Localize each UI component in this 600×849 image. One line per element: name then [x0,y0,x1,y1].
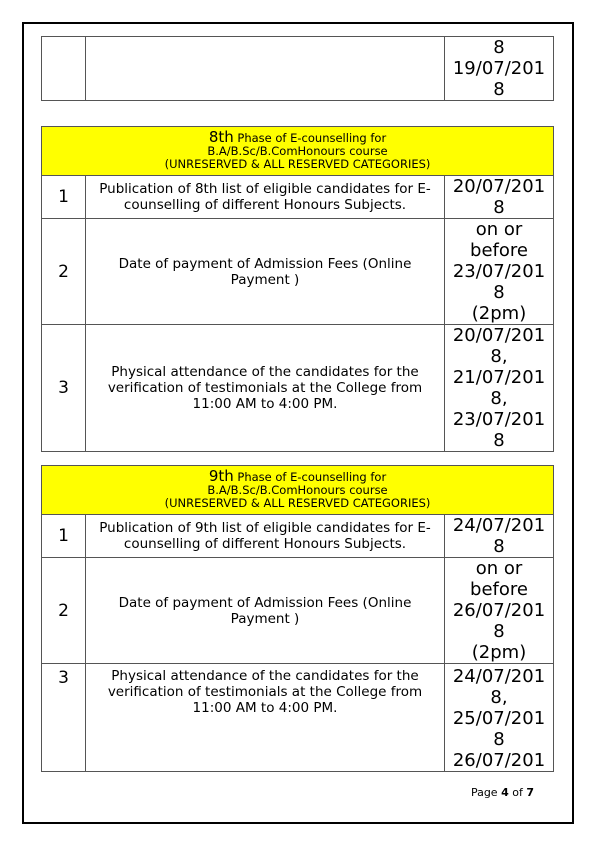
row-description: Physical attendance of the candidates for the verification of testimonials at the College from 11:00 AM to 4:00 PM. [86,325,445,452]
row-number: 3 [42,664,86,772]
phase-9-table [41,465,554,772]
total-pages: 7 [526,786,534,799]
phase-number: 8th [208,128,234,146]
row-date: on or before 23/07/201 8 (2pm) [445,219,554,325]
phase-header [42,466,554,515]
current-page: 4 [501,786,509,799]
phase-8-table [41,126,554,452]
row-number: 3 [42,325,86,452]
row-description: Publication of 9th list of eligible candidates for E-counselling of different Honours Subjects. [86,515,445,558]
phase-header-row [42,127,554,176]
phase-header [42,127,554,176]
row-date: 24/07/201 8, 25/07/201 8 26/07/201 [445,664,554,772]
row-number: 1 [42,515,86,558]
phase-number: 9th [208,467,234,485]
row-date: on or before 26/07/201 8 (2pm) [445,558,554,664]
phase-title: Phase of E-counselling for [233,470,387,484]
phase-course: B.A/B.Sc/B.ComHonours course [207,483,388,497]
table-row [42,325,554,452]
table-row [42,515,554,558]
phase-title: Phase of E-counselling for [233,131,387,145]
table-row [42,176,554,219]
row-date: 20/07/201 8, 21/07/201 8, 23/07/201 8 [445,325,554,452]
table-row [42,219,554,325]
phase-categories: (UNRESERVED & ALL RESERVED CATEGORIES) [164,496,431,510]
page-word: Page [470,786,498,799]
phase-categories: (UNRESERVED & ALL RESERVED CATEGORIES) [164,157,431,171]
row-description: Publication of 8th list of eligible candidates for E-counselling of different Honours Subjects. [86,176,445,219]
row-description: Date of payment of Admission Fees (Online Payment ) [86,558,445,664]
row-date: 24/07/201 8 [445,515,554,558]
row-number [42,37,86,101]
row-number: 2 [42,219,86,325]
table-row [42,664,554,772]
table-row [42,558,554,664]
row-description [86,37,445,101]
row-date: 8 19/07/201 8 [445,37,554,101]
row-date: 20/07/201 8 [445,176,554,219]
row-number: 1 [42,176,86,219]
top-table [41,36,554,101]
of-word: of [512,786,523,799]
phase-header-row [42,466,554,515]
table-row [42,37,554,101]
row-description: Physical attendance of the candidates for the verification of testimonials at the College from 11:00 AM to 4:00 PM. [86,664,445,772]
row-description: Date of payment of Admission Fees (Online Payment ) [86,219,445,325]
page-footer [471,786,534,799]
phase-course: B.A/B.Sc/B.ComHonours course [207,144,388,158]
row-number: 2 [42,558,86,664]
